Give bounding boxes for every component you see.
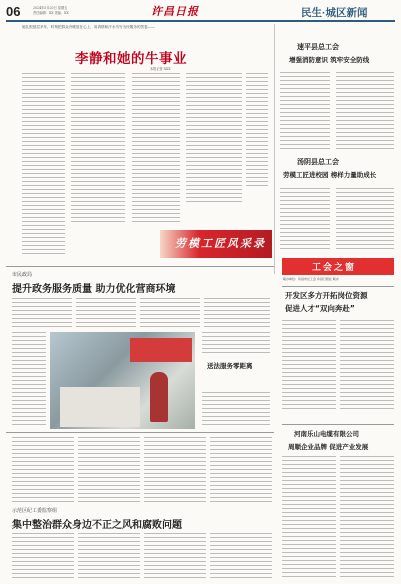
mid-body-left xyxy=(12,332,46,427)
mid-body-col-2 xyxy=(76,298,136,328)
section-title: 民生·城区新闻 xyxy=(301,7,368,19)
lead-body-col-2 xyxy=(71,73,125,225)
right-mid-body-b xyxy=(340,320,394,410)
lead-body-col-1 xyxy=(22,73,65,255)
bottom-kicker: 示范区纪工委监察组 xyxy=(12,508,58,514)
mid-body-col-1 xyxy=(12,298,72,328)
bottom-top-body-d xyxy=(210,437,272,503)
mid-body-col-3 xyxy=(140,298,200,328)
lead-body-col-4 xyxy=(186,73,242,205)
lead-intro: 她扎根基层多年，时刻把群众冷暖放在心上，用真情和汗水书写为民服务的答卷—— xyxy=(22,25,155,29)
right-article-2-body-b xyxy=(336,188,394,250)
photo-table xyxy=(60,387,140,427)
page-number: 06 xyxy=(6,4,21,19)
mid-rule xyxy=(6,266,274,267)
mid-body-col-4 xyxy=(204,298,270,328)
editor-line: 责任编辑：XX 美编：XX xyxy=(33,11,69,15)
right-article-2-body-a xyxy=(280,188,330,250)
mid-body-right-2 xyxy=(202,392,270,428)
bottom-rule xyxy=(6,432,274,433)
right-mid-body-a xyxy=(282,320,336,410)
header-rule xyxy=(6,20,395,22)
right-lower-body-b xyxy=(340,456,394,578)
bottom-body-col-2 xyxy=(78,533,140,578)
right-col-divider xyxy=(274,24,275,274)
mid-kicker: 市民政局 xyxy=(12,272,33,278)
mid-photo-caption: 送法服务零距离 xyxy=(207,362,253,370)
mid-headline: 提升政务服务质量 助力优化营商环境 xyxy=(12,284,176,295)
union-window-subtitle: 联办单位：许昌市总工会 许昌日报社 联办 xyxy=(283,277,339,281)
bottom-body-col-1 xyxy=(12,533,74,578)
right-article-1-body-b xyxy=(336,72,394,150)
right-lower-headline: 周顺企业品牌 促进产业发展 xyxy=(288,443,369,451)
right-lower-body-a xyxy=(282,456,336,578)
photo-person xyxy=(150,372,168,422)
mid-photo xyxy=(50,332,195,429)
right-article-1-body-a xyxy=(280,72,330,150)
masthead-logo: 许昌日报 xyxy=(151,5,199,18)
bottom-body-col-4 xyxy=(210,533,272,578)
bottom-top-body-a xyxy=(12,437,74,503)
date-line: 2024年5月20日 星期五 xyxy=(33,6,68,10)
bottom-top-body-b xyxy=(78,437,140,503)
bottom-headline: 集中整治群众身边不正之风和腐败问题 xyxy=(12,520,182,531)
banner-text: 劳模工匠风采录 xyxy=(175,237,266,250)
right-article-1-title2: 增强消防意识 筑牢安全防线 xyxy=(289,56,370,64)
right-article-2-title1: 汤阴县总工会 xyxy=(297,158,339,166)
bottom-body-col-3 xyxy=(144,533,206,578)
lead-byline: 本报记者 XXX xyxy=(150,67,171,71)
lead-body-col-3 xyxy=(132,73,180,225)
right-lower-kicker: 河南乐山电缆有限公司 xyxy=(294,430,359,438)
right-mid-subhead: 促进人才“双向奔赴” xyxy=(285,304,355,313)
lead-body-col-5 xyxy=(246,73,268,189)
lead-headline: 李静和她的牛事业 xyxy=(75,51,187,67)
bottom-top-body-c xyxy=(144,437,206,503)
mid-body-right xyxy=(202,332,270,356)
right-mid-rule xyxy=(282,286,394,287)
photo-banner xyxy=(130,338,192,362)
right-mid-headline: 开发区多方开拓岗位资源 xyxy=(285,291,368,300)
right-lower-rule xyxy=(282,424,394,425)
right-article-1-title1: 速平县总工会 xyxy=(297,43,339,51)
right-article-2-title2: 劳模工匠进校园 榜样力量助成长 xyxy=(283,171,377,179)
union-window-title: 工会之窗 xyxy=(312,263,357,273)
